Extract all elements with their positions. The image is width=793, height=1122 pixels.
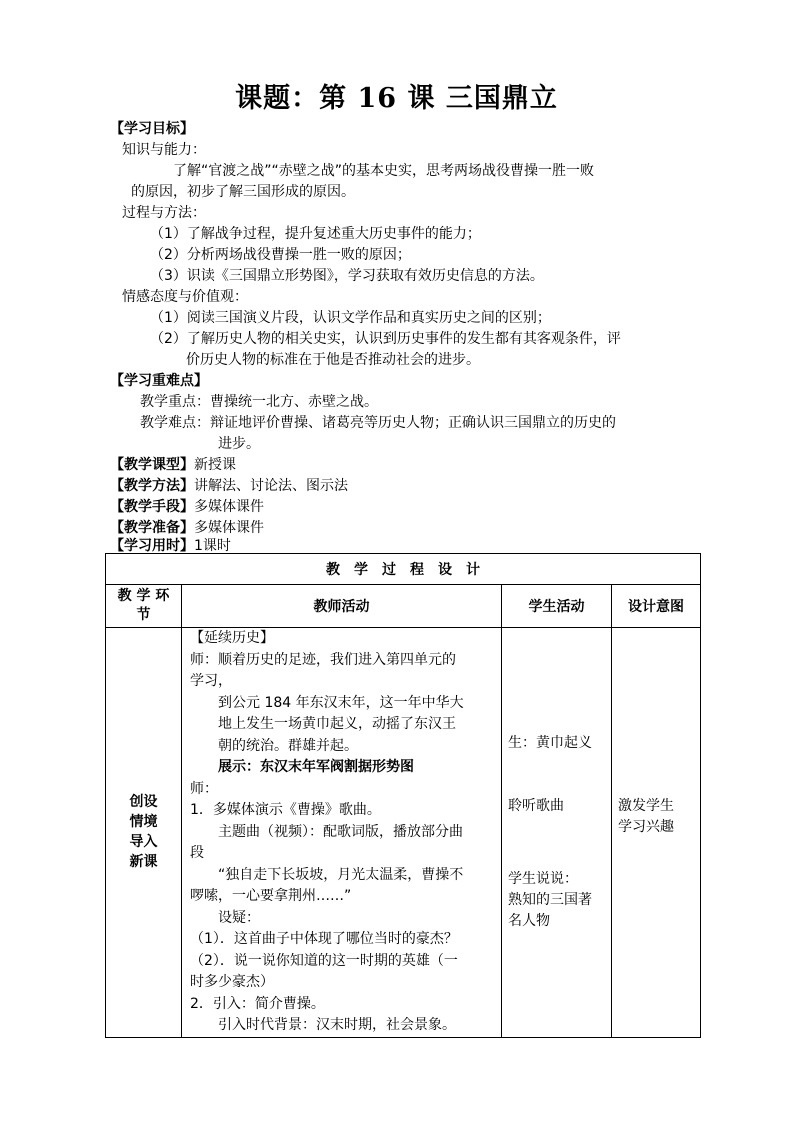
teacher-line: 设疑： bbox=[190, 909, 260, 926]
teacher-activity-cell bbox=[182, 628, 502, 1038]
teacher-line: 师： bbox=[190, 780, 218, 797]
intent-line: 激发学生 bbox=[618, 798, 674, 814]
header-intent: 设计意图 bbox=[612, 585, 701, 628]
student-item: 生：黄巾起义 bbox=[508, 735, 592, 751]
knowledge-text: 了解“官渡之战”“赤壁之战”的基本史实，思考两场战役曹操一胜一败 bbox=[173, 163, 595, 179]
student-item: 名人物 bbox=[508, 913, 550, 929]
meta-label: 【教学课型】 bbox=[110, 457, 194, 473]
stage-line: 导入 bbox=[129, 834, 158, 851]
teacher-line: 学习， bbox=[190, 673, 232, 689]
teacher-line: 啰嗦，一心要拿荆州……” bbox=[190, 888, 352, 904]
teacher-line: 1．多媒体演示《曹操》歌曲。 bbox=[190, 802, 381, 818]
student-activity-cell bbox=[502, 628, 612, 1038]
meta-label: 【教学方法】 bbox=[110, 478, 194, 494]
meta-label: 【学习用时】 bbox=[110, 538, 194, 554]
meta-value: 多媒体课件 bbox=[194, 499, 264, 515]
teacher-line: （1）．这首曲子中体现了哪位当时的豪杰？ bbox=[190, 931, 458, 947]
page-title: 课题：第 16 课 三国鼎立 bbox=[235, 83, 558, 114]
meta-row bbox=[110, 476, 348, 496]
stage-cell bbox=[106, 628, 182, 1038]
intent-line: 学习兴趣 bbox=[618, 819, 674, 835]
process-item: （3）识读《三国鼎立形势图》，学习获取有效历史信息的方法。 bbox=[150, 268, 544, 284]
teacher-line: 展示：东汉末年军阀割据形势图 bbox=[190, 759, 414, 775]
meta-value: 新授课 bbox=[194, 457, 236, 473]
teacher-line: 引入时代背景：汉末时期，社会景象。 bbox=[190, 1017, 456, 1033]
stage-line: 创设 bbox=[129, 794, 158, 811]
difficulty-text: 进步。 bbox=[218, 436, 260, 452]
design-intent-cell bbox=[612, 628, 701, 1038]
knowledge-label: 知识与能力： bbox=[122, 142, 206, 158]
student-item: 熟知的三国著 bbox=[508, 892, 592, 908]
teacher-line: “独自走下长坂坡，月光太温柔，曹操不 bbox=[190, 866, 464, 883]
header-stage-line: 教 学 环 bbox=[117, 588, 170, 604]
teacher-line: 地上发生一场黄巾起义，动摇了东汉王 bbox=[190, 716, 456, 732]
meta-row bbox=[110, 455, 236, 475]
objectives-header: 【学习目标】 bbox=[110, 121, 194, 137]
header-teacher: 教师活动 bbox=[182, 585, 502, 628]
teacher-line: 段 bbox=[190, 845, 204, 861]
meta-value: 多媒体课件 bbox=[194, 520, 264, 536]
attitude-item: 价历史人物的标准在于他是否推动社会的进步。 bbox=[186, 352, 480, 368]
attitude-label: 情感态度与价值观： bbox=[122, 289, 248, 305]
process-label: 过程与方法： bbox=[122, 205, 206, 221]
knowledge-text: 的原因，初步了解三国形成的原因。 bbox=[131, 184, 355, 200]
student-item: 学生说说： bbox=[508, 871, 578, 887]
stage-line: 新课 bbox=[129, 854, 158, 871]
difficulty-text: 教学难点：辩证地评价曹操、诸葛亮等历史人物；正确认识三国鼎立的历史的 bbox=[140, 415, 616, 431]
stage-line: 情境 bbox=[129, 814, 158, 831]
focus-text: 教学重点：曹操统一北方、赤壁之战。 bbox=[140, 394, 378, 410]
key-points-header: 【学习重难点】 bbox=[110, 373, 208, 389]
header-student: 学生活动 bbox=[502, 585, 612, 628]
teacher-line: （2）．说一说你知道的这一时期的英雄（一 bbox=[190, 952, 458, 969]
attitude-item: （1）阅读三国演义片段，认识文学作品和真实历史之间的区别； bbox=[150, 310, 551, 326]
meta-value: 1课时 bbox=[194, 538, 231, 554]
teacher-line: 【延续历史】 bbox=[190, 630, 274, 646]
teacher-line: 时多少豪杰） bbox=[190, 974, 274, 990]
table-caption: 教 学 过 程 设 计 bbox=[106, 554, 701, 585]
process-item: （2）分析两场战役曹操一胜一败的原因； bbox=[150, 247, 411, 263]
process-design-table bbox=[105, 553, 701, 1038]
header-stage-line: 节 bbox=[136, 607, 151, 623]
process-item: （1）了解战争过程，提升复述重大历史事件的能力； bbox=[150, 226, 481, 242]
teacher-line: 朝的统治。群雄并起。 bbox=[190, 737, 358, 754]
meta-row bbox=[110, 518, 264, 538]
header-stage bbox=[106, 585, 182, 628]
meta-label: 【教学准备】 bbox=[110, 520, 194, 536]
teacher-line: 主题曲（视频）：配歌词版，播放部分曲 bbox=[190, 823, 463, 840]
teacher-line: 师：顺着历史的足迹，我们进入第四单元的 bbox=[190, 651, 456, 668]
teacher-line: 到公元 184 年东汉末年，这一年中华大 bbox=[190, 694, 464, 711]
meta-label: 【教学手段】 bbox=[110, 499, 194, 515]
teacher-line: 2．引入：简介曹操。 bbox=[190, 995, 325, 1012]
student-item: 聆听歌曲 bbox=[508, 798, 564, 814]
attitude-item: （2）了解历史人物的相关史实，认识到历史事件的发生都有其客观条件，评 bbox=[150, 331, 621, 347]
meta-value: 讲解法、讨论法、图示法 bbox=[194, 478, 348, 494]
meta-row bbox=[110, 497, 264, 517]
